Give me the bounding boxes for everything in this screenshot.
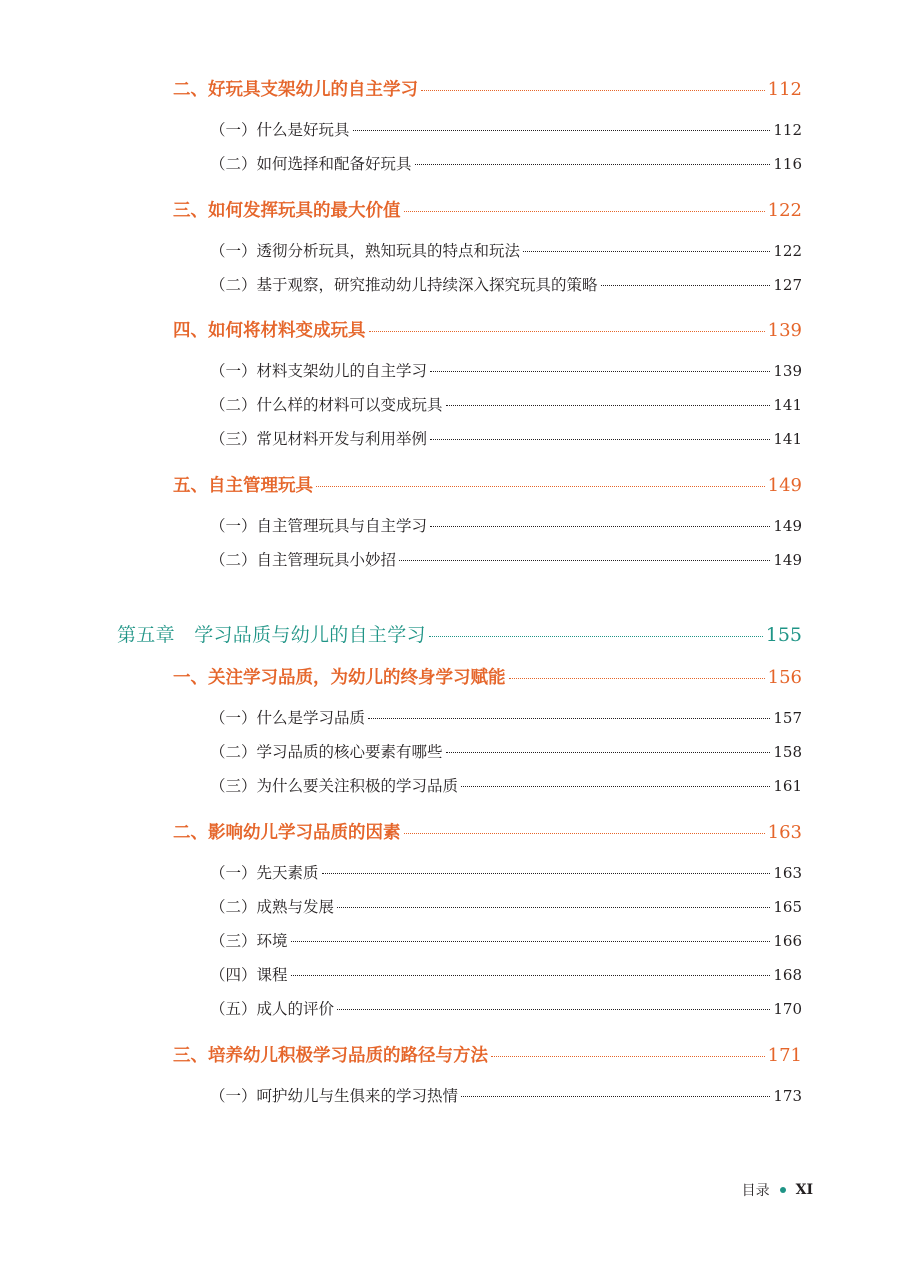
toc-entry-title: 三、培养幼儿积极学习品质的路径与方法	[173, 1046, 488, 1066]
toc-page-number: 156	[767, 667, 802, 688]
toc-page-number: 149	[773, 551, 802, 569]
toc-entry-title: （二）自主管理玩具小妙招	[210, 551, 397, 569]
toc-entry-title: （二）成熟与发展	[210, 898, 335, 916]
toc-page-number: 139	[767, 320, 802, 341]
toc-subsection[interactable]	[210, 740, 802, 764]
toc-subsection[interactable]	[210, 514, 802, 538]
toc-section-heading[interactable]	[173, 819, 802, 845]
toc-section-heading[interactable]	[173, 76, 802, 102]
dot-leader	[322, 873, 771, 874]
toc-subsection[interactable]	[210, 118, 802, 142]
toc-entry-title: （三）常见材料开发与利用举例	[210, 430, 428, 448]
toc-section-heading[interactable]	[173, 664, 802, 690]
toc-entry-title: （四）课程	[210, 966, 288, 984]
toc-page-number: 122	[767, 200, 802, 221]
dot-leader	[429, 636, 763, 637]
toc-entry-title: 五、自主管理玩具	[173, 476, 313, 496]
dot-leader	[291, 941, 771, 942]
page-number: XI	[795, 1182, 813, 1198]
dot-leader	[446, 405, 771, 406]
toc-subsection[interactable]	[210, 273, 802, 297]
toc-subsection[interactable]	[210, 895, 802, 919]
dot-leader	[404, 833, 765, 834]
toc-entry-title: （一）透彻分析玩具，熟知玩具的特点和玩法	[210, 242, 521, 260]
toc-page-number: 149	[773, 517, 802, 535]
toc-page-number: 165	[773, 898, 802, 916]
toc-entry-title: 一、关注学习品质，为幼儿的终身学习赋能	[173, 668, 506, 688]
dot-leader	[399, 560, 770, 561]
toc-page-number: 173	[773, 1087, 802, 1105]
toc-chapter-heading[interactable]	[117, 620, 802, 648]
toc-entry-title: 第五章 学习品质与幼儿的自主学习	[117, 624, 426, 646]
toc-subsection[interactable]	[210, 706, 802, 730]
toc-subsection[interactable]	[210, 774, 802, 798]
toc-page-number: 112	[773, 121, 802, 139]
dot-leader	[421, 90, 765, 91]
dot-leader	[461, 786, 770, 787]
toc-page-number: 116	[773, 155, 802, 173]
toc-subsection[interactable]	[210, 963, 802, 987]
dot-leader	[337, 907, 770, 908]
toc-subsection[interactable]	[210, 393, 802, 417]
toc-page-number: 155	[765, 624, 802, 646]
toc-entry-title: （五）成人的评价	[210, 1000, 335, 1018]
dot-leader	[316, 486, 765, 487]
toc-page-number: 163	[773, 864, 802, 882]
dot-leader	[291, 975, 771, 976]
toc-subsection[interactable]	[210, 548, 802, 572]
dot-leader	[601, 285, 771, 286]
toc-section-heading[interactable]	[173, 1042, 802, 1068]
dot-leader	[461, 1096, 770, 1097]
toc-page-number: 171	[767, 1045, 802, 1066]
toc-entry-title: （一）什么是学习品质	[210, 709, 366, 727]
toc-entry-title: （一）材料支架幼儿的自主学习	[210, 362, 428, 380]
toc-subsection[interactable]	[210, 997, 802, 1021]
toc-entry-title: （一）自主管理玩具与自主学习	[210, 517, 428, 535]
dot-leader	[491, 1056, 765, 1057]
toc-page-number: 170	[773, 1000, 802, 1018]
toc-section-heading[interactable]	[173, 197, 802, 223]
toc-page-number: 158	[773, 743, 802, 761]
toc-entry-title: （二）基于观察，研究推动幼儿持续深入探究玩具的策略	[210, 276, 598, 294]
toc-page-number: 168	[773, 966, 802, 984]
toc-subsection[interactable]	[210, 1084, 802, 1108]
toc-page-number: 149	[767, 475, 802, 496]
toc-entry-title: 四、如何将材料变成玩具	[173, 321, 366, 341]
dot-leader	[415, 164, 771, 165]
toc-subsection[interactable]	[210, 239, 802, 263]
dot-leader	[369, 331, 765, 332]
toc-subsection[interactable]	[210, 929, 802, 953]
toc-entry-title: 二、影响幼儿学习品质的因素	[173, 823, 401, 843]
toc-entry-title: 三、如何发挥玩具的最大价值	[173, 201, 401, 221]
toc-page-number: 122	[773, 242, 802, 260]
toc-section-heading[interactable]	[173, 317, 802, 343]
dot-leader	[509, 678, 765, 679]
toc-section-heading[interactable]	[173, 472, 802, 498]
toc-subsection[interactable]	[210, 359, 802, 383]
dot-leader	[430, 526, 770, 527]
dot-leader	[353, 130, 771, 131]
toc-entry-title: （三）为什么要关注积极的学习品质	[210, 777, 459, 795]
toc-page-number: 157	[773, 709, 802, 727]
toc-page-number: 163	[767, 822, 802, 843]
toc-entry-title: （二）学习品质的核心要素有哪些	[210, 743, 443, 761]
toc-entry-title: （二）什么样的材料可以变成玩具	[210, 396, 443, 414]
toc-page-number: 127	[773, 276, 802, 294]
toc-page-number: 112	[767, 79, 802, 100]
dot-leader	[368, 718, 770, 719]
dot-leader	[337, 1009, 770, 1010]
dot-leader	[523, 251, 770, 252]
toc-page-number: 141	[773, 430, 802, 448]
toc-entry-title: （二）如何选择和配备好玩具	[210, 155, 412, 173]
dot-leader	[404, 211, 765, 212]
toc-page-number: 166	[773, 932, 802, 950]
toc-entry-title: 二、好玩具支架幼儿的自主学习	[173, 80, 418, 100]
toc-subsection[interactable]	[210, 861, 802, 885]
toc-page-number: 141	[773, 396, 802, 414]
dot-leader	[446, 752, 771, 753]
toc-page-number: 161	[773, 777, 802, 795]
dot-leader	[430, 439, 770, 440]
toc-entry-title: （一）呵护幼儿与生俱来的学习热情	[210, 1087, 459, 1105]
toc-entry-title: （一）什么是好玩具	[210, 121, 350, 139]
toc-entry-title: （三）环境	[210, 932, 288, 950]
toc-page-number: 139	[773, 362, 802, 380]
dot-leader	[430, 371, 770, 372]
toc-entry-title: （一）先天素质	[210, 864, 319, 882]
bullet-dot-icon	[780, 1187, 786, 1193]
toc-subsection[interactable]	[210, 152, 802, 176]
toc-subsection[interactable]	[210, 427, 802, 451]
page-footer	[742, 1180, 813, 1200]
footer-section-label: 目录	[741, 1183, 770, 1199]
